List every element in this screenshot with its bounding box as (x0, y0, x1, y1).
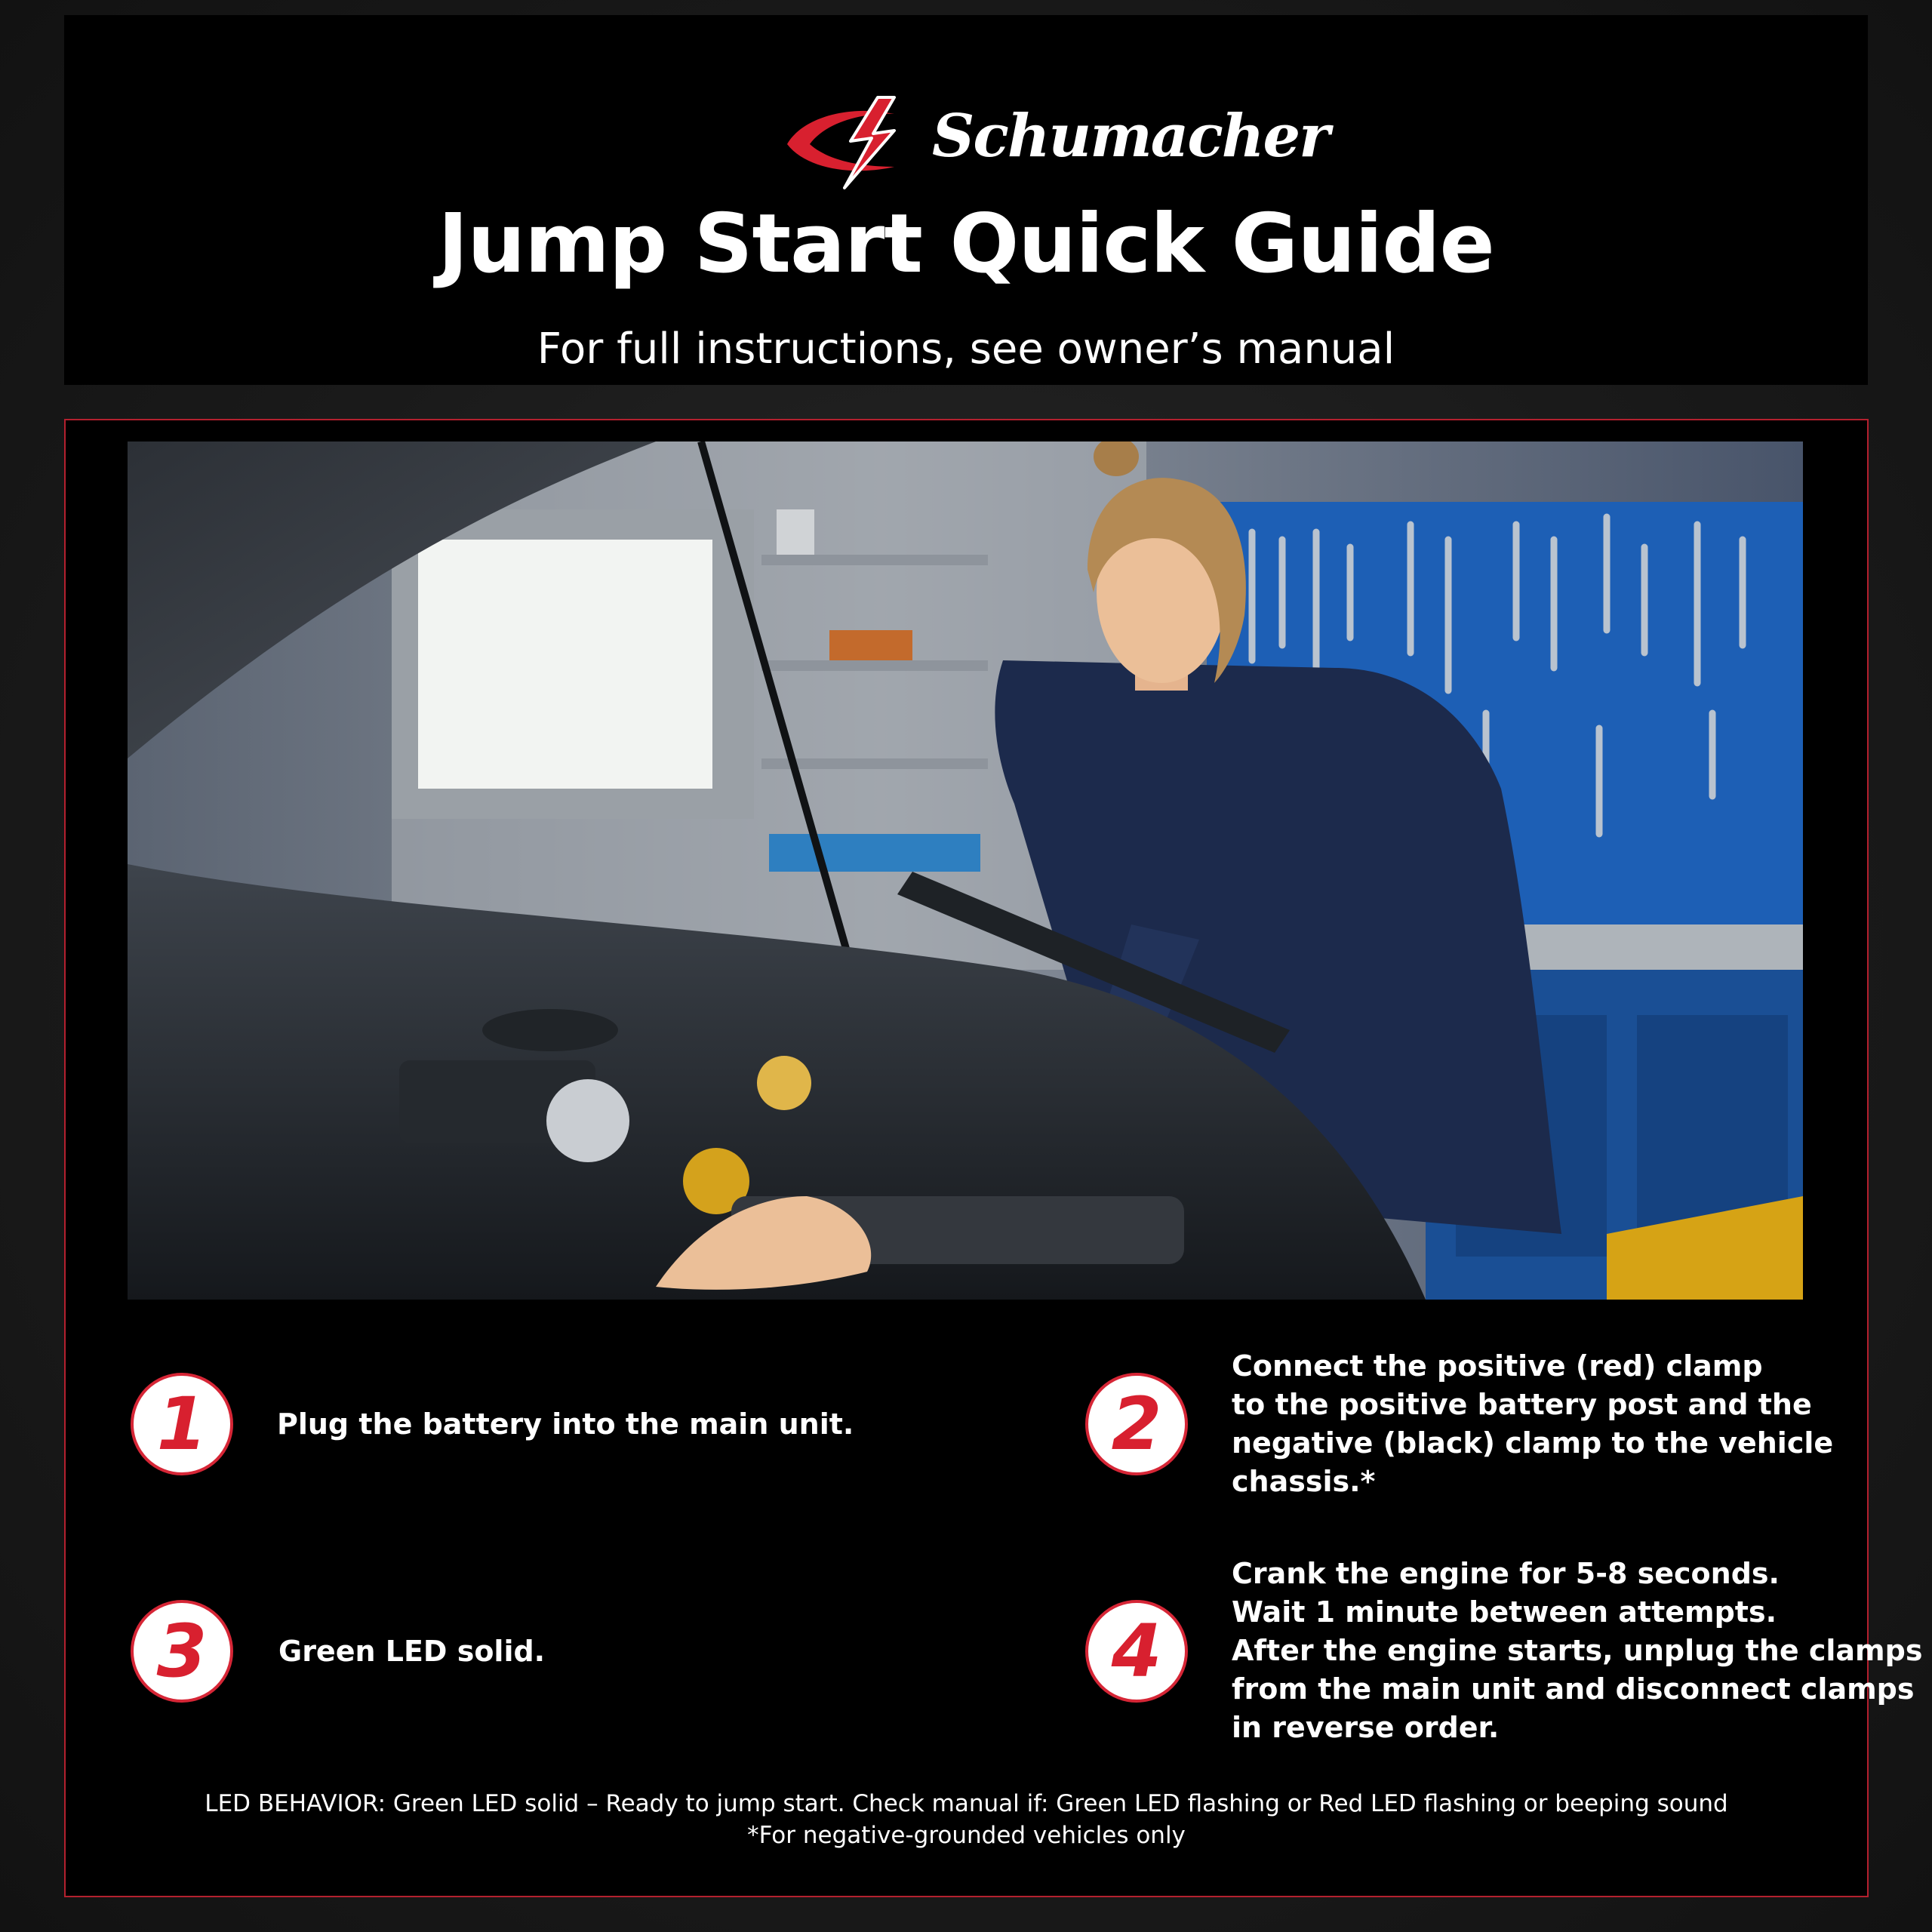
led-behavior-note: LED BEHAVIOR: Green LED solid – Ready to jump start. Check manual if: Green LED flashing or Red LED flashing or beeping sound (205, 1790, 1728, 1817)
header-banner (64, 15, 1868, 385)
step-line: Green LED solid. (278, 1635, 546, 1668)
step-line: chassis.* (1232, 1465, 1376, 1498)
step-number-badge (1085, 1373, 1188, 1475)
guide-panel (64, 419, 1923, 1897)
step-number-badge (1085, 1600, 1188, 1703)
steps-list (66, 420, 1923, 1896)
step-line: in reverse order. (1232, 1711, 1500, 1744)
step-instructions (1232, 1555, 1922, 1747)
step-line: Plug the battery into the main unit. (277, 1407, 854, 1441)
step-number: 3 (156, 1609, 208, 1694)
step-number: 2 (1111, 1382, 1162, 1466)
step-line: to the positive battery post and the (1232, 1388, 1812, 1421)
step-line: Wait 1 minute between attempts. (1232, 1595, 1777, 1629)
page-subtitle: For full instructions, see owner’s manual (537, 325, 1395, 374)
step-line: Crank the engine for 5-8 seconds. (1232, 1557, 1780, 1590)
step-instructions (278, 1632, 545, 1671)
step-line: Connect the positive (red) clamp (1232, 1349, 1763, 1383)
step-number: 1 (156, 1382, 208, 1466)
step-line: negative (black) clamp to the vehicle (1232, 1426, 1834, 1460)
step-instructions (277, 1405, 854, 1444)
step-line: After the engine starts, unplug the clamps (1232, 1634, 1923, 1667)
vehicle-note: *For negative-grounded vehicles only (747, 1822, 1186, 1849)
step-number-badge (131, 1600, 233, 1703)
step-number-badge (131, 1373, 233, 1475)
step-instructions (1232, 1347, 1833, 1501)
step-line: from the main unit and disconnect clamps (1232, 1672, 1915, 1706)
lightning-swoosh-icon (781, 94, 932, 192)
brand-name: Schumacher (932, 102, 1329, 171)
page-title: Jump Start Quick Guide (438, 197, 1494, 291)
step-number: 4 (1111, 1609, 1162, 1694)
schumacher-logo (781, 94, 1329, 192)
